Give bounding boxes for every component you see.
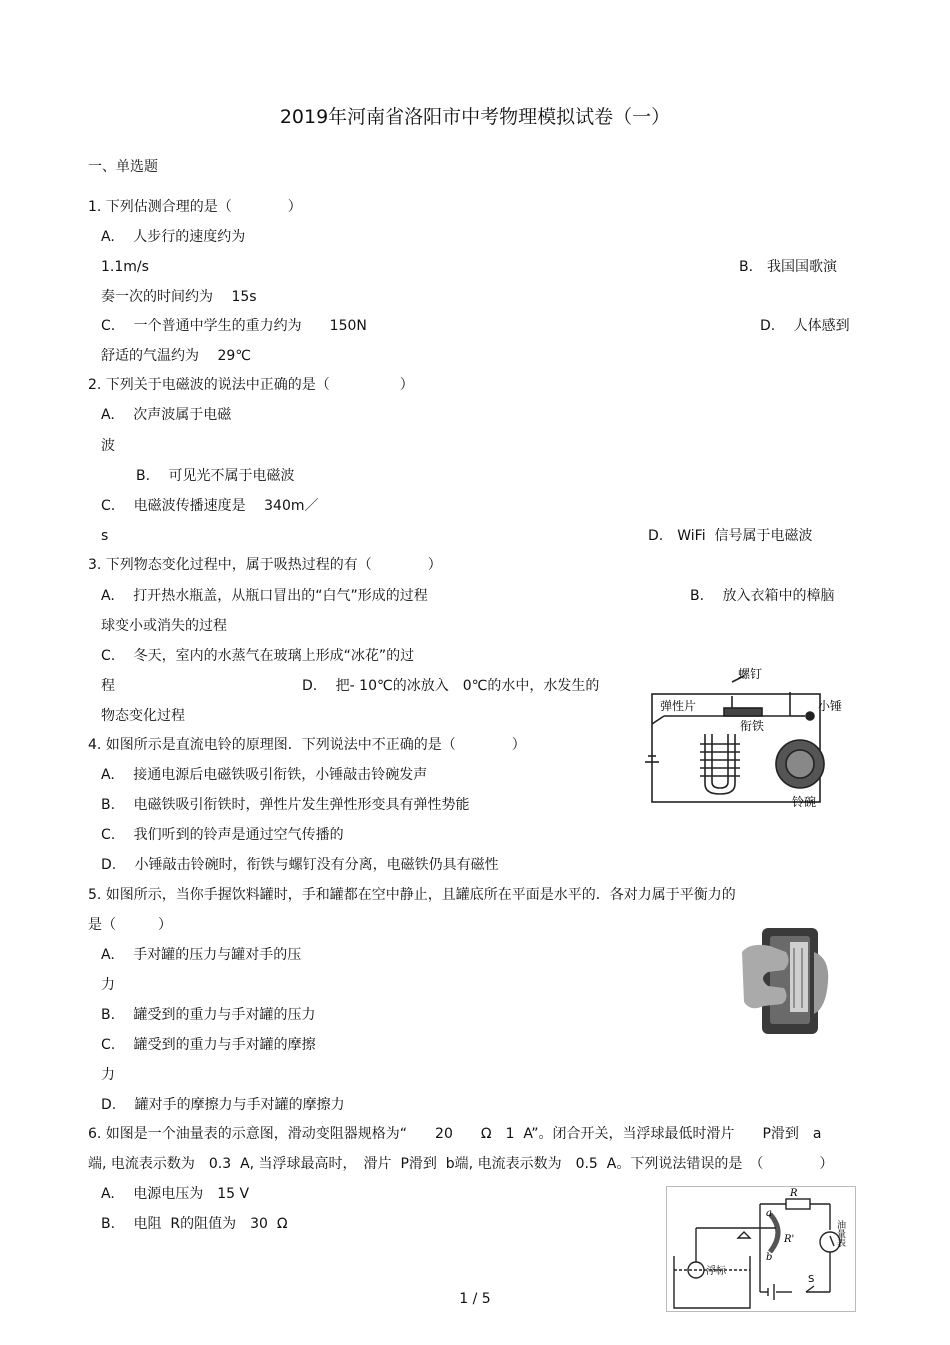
- q5-option-c: C. 罐受到的重力与手对罐的摩擦: [101, 1037, 316, 1053]
- label-a: a: [766, 1208, 772, 1219]
- q2-option-a-cont: 波: [101, 438, 115, 454]
- q6-option-a: A. 电源电压为 15 V: [101, 1186, 250, 1202]
- question-6-stem: 6. 如图是一个油量表的示意图，滑动变阻器规格为“ 20 Ω 1 A”。闭合开关，当浮球最低时滑片 P滑到 a: [88, 1126, 822, 1142]
- label-float: 浮标: [706, 1266, 726, 1277]
- q3-option-b: B. 放入衣箱中的樟脑: [690, 588, 835, 604]
- q5-option-b: B. 罐受到的重力与手对罐的压力: [101, 1007, 316, 1023]
- q1-option-a: A. 人步行的速度约为: [101, 229, 246, 245]
- label-switch: S: [808, 1274, 815, 1285]
- q2-option-a: A. 次声波属于电磁: [101, 407, 232, 423]
- label-spring: 弹性片: [660, 699, 697, 713]
- q2-option-c: C. 电磁波传播速度是 340m／: [101, 498, 319, 514]
- question-2-stem: 2. 下列关于电磁波的说法中正确的是（ ）: [88, 377, 414, 393]
- q1-option-c: C. 一个普通中学生的重力约为 150N: [101, 318, 367, 334]
- hand-holding-can-image: [740, 922, 832, 1038]
- question-3-stem: 3. 下列物态变化过程中，属于吸热过程的有（ ）: [88, 557, 442, 573]
- q1-option-a-cont: 1.1m/s: [101, 259, 149, 275]
- page-number: 1 / 5: [459, 1291, 491, 1307]
- electric-bell-diagram: [640, 664, 860, 814]
- q4-option-a: A. 接通电源后电磁铁吸引衔铁，小锤敲击铃碗发声: [101, 767, 428, 783]
- q3-option-b-cont: 球变小或消失的过程: [101, 618, 227, 634]
- q4-option-b: B. 电磁铁吸引衔铁时，弹性片发生弹性形变具有弹性势能: [101, 797, 470, 813]
- q5-option-a: A. 手对罐的压力与罐对手的压: [101, 947, 302, 963]
- label-oil-meter: 油量表: [835, 1220, 845, 1247]
- q4-option-c: C. 我们听到的铃声是通过空气传播的: [101, 827, 344, 843]
- label-R: R: [790, 1188, 798, 1199]
- question-1-stem: 1. 下列估测合理的是（ ）: [88, 199, 302, 215]
- q1-option-b: B. 我国国歌演: [739, 259, 838, 275]
- q3-option-d: D. 把- 10℃的冰放入 0℃的水中，水发生的: [302, 678, 600, 694]
- label-screw: 螺钉: [738, 667, 763, 681]
- q3-option-a: A. 打开热水瓶盖，从瓶口冒出的“白气”形成的过程: [101, 588, 428, 604]
- question-5-stem: 5. 如图所示，当你手握饮料罐时，手和罐都在空中静止，且罐底所在平面是水平的．各对力属于平衡力的: [88, 887, 736, 903]
- q2-option-d: D. WiFi 信号属于电磁波: [648, 528, 813, 544]
- label-bowl: 铃碗: [792, 795, 817, 809]
- q4-option-d: D. 小锤敲击铃碗时，衔铁与螺钉没有分离，电磁铁仍具有磁性: [101, 857, 499, 873]
- q1-option-b-cont: 奏一次的时间约为 15s: [101, 289, 257, 305]
- q5-option-c-cont: 力: [101, 1067, 115, 1083]
- question-6-stem-cont: 端, 电流表示数为 0.3 A, 当浮球最高时， 滑片 P滑到 b端, 电流表示数为 0.5 A。下列说法错误的是 （ ）: [88, 1156, 834, 1172]
- q6-option-b: B. 电阻 R的阻值为 30 Ω: [101, 1216, 288, 1232]
- q2-option-c-cont: s: [101, 528, 109, 544]
- q5-option-d: D. 罐对手的摩擦力与手对罐的摩擦力: [101, 1097, 345, 1113]
- question-5-stem-cont: 是（ ）: [88, 917, 172, 933]
- q3-option-c-cont: 程: [101, 678, 115, 694]
- question-4-stem: 4. 如图所示是直流电铃的原理图．下列说法中不正确的是（ ）: [88, 737, 526, 753]
- label-rprime: R': [784, 1234, 795, 1245]
- section-heading: 一、单选题: [88, 159, 158, 175]
- q1-option-d: D. 人体感到: [760, 318, 850, 334]
- q1-option-d-cont: 舒适的气温约为 29℃: [101, 348, 251, 364]
- q2-option-b: B. 可见光不属于电磁波: [136, 468, 295, 484]
- q3-option-c: C. 冬天，室内的水蒸气在玻璃上形成“冰花”的过: [101, 648, 415, 664]
- label-armature: 衔铁: [740, 719, 765, 733]
- label-b: b: [766, 1252, 773, 1263]
- q5-option-a-cont: 力: [101, 977, 115, 993]
- label-hammer: 小锤: [818, 699, 843, 713]
- page-title: 2019年河南省洛阳市中考物理模拟试卷（一）: [279, 106, 671, 128]
- q3-option-d-cont: 物态变化过程: [101, 708, 185, 724]
